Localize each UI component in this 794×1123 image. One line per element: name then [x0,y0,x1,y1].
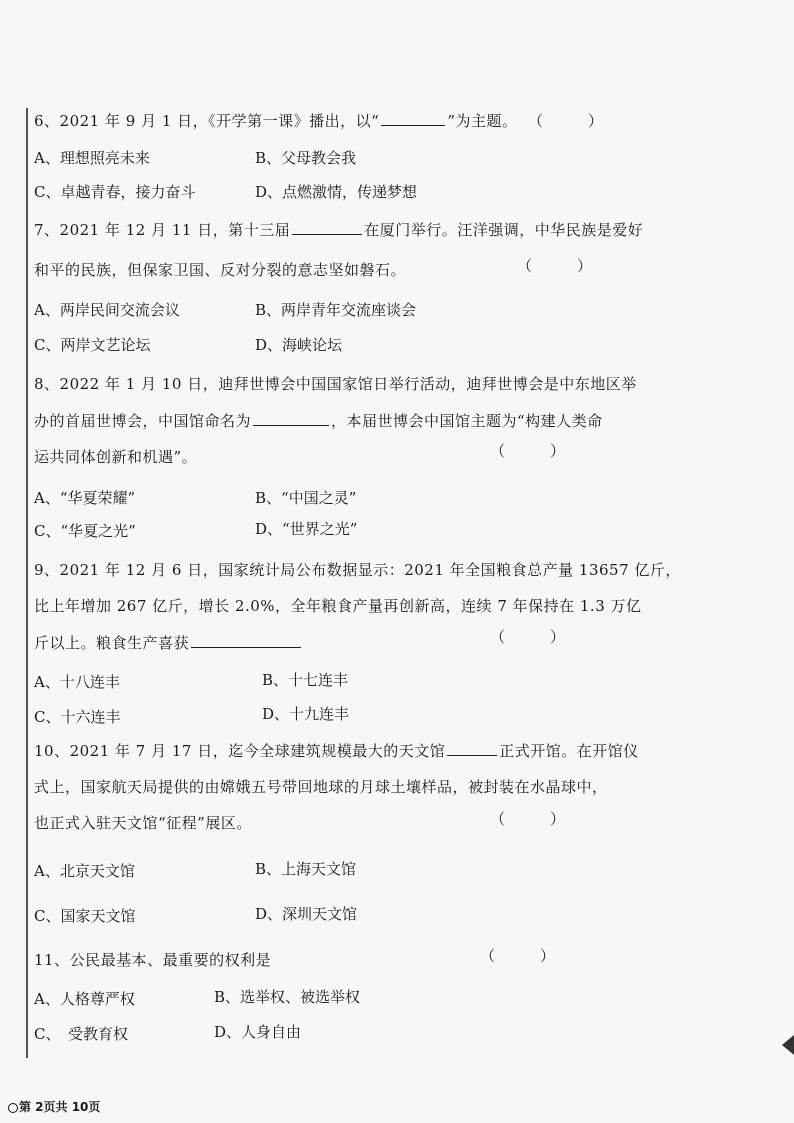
option-d: D、海峡论坛 [255,336,343,354]
question-10-stem-line2: 式上，国家航天局提供的由嫦娥五号带回地球的月球土壤样品，被封装在水晶球中， [34,778,608,796]
answer-blank [381,111,445,126]
question-8-stem: 8、2022 年 1 月 10 日，迪拜世博会中国国家馆日举行活动，迪拜世博会是中东地区举 [34,375,637,393]
answer-parentheses: （ ） [490,628,566,646]
question-8-stem-line2: 办的首届世博会，中国馆命名为 ，本届世博会中国馆主题为“构建人类命 [34,412,603,430]
option-c: C、国家天文馆 [34,907,136,925]
option-d: D、人身自由 [214,1023,302,1041]
option-c: C、“华夏之光” [34,522,136,540]
page-edge-marker-icon [782,1035,794,1055]
option-a: A、理想照亮未来 [34,149,150,167]
option-a: A、北京天文馆 [34,862,135,880]
answer-blank [191,633,301,648]
answer-parentheses: （ ） [490,442,566,460]
option-b: B、上海天文馆 [255,860,357,878]
question-9-stem: 9、2021 年 12 月 6 日，国家统计局公布数据显示：2021 年全国粮食总产量 13657 亿斤， [34,561,681,579]
question-10-stem-line3: 也正式入驻天文馆“征程”展区。 [34,814,252,832]
answer-blank [292,220,362,235]
question-11-stem: 11、公民最基本、最重要的权利是 [34,951,272,969]
answer-parentheses: （ ） [480,947,556,965]
question-8-stem-line3: 运共同体创新和机遇”。 [34,448,198,466]
question-7-stem: 7、2021 年 12 月 11 日，第十三届 在厦门举行。汪洋强调，中华民族是爱好 [34,221,644,239]
question-10-stem: 10、2021 年 7 月 17 日，迄今全球建筑规模最大的天文馆 正式开馆。在开馆仪 [34,742,639,760]
option-c: C、卓越青春，接力奋斗 [34,183,196,201]
answer-blank [253,411,329,426]
option-d: D、“世界之光” [255,520,358,538]
page-number: 第 2页共 10页 [19,1100,101,1114]
option-b: B、选举权、被选举权 [214,988,361,1006]
margin-rule [26,108,28,1058]
option-b: B、十七连丰 [262,671,349,689]
option-d: D、十九连丰 [262,705,350,723]
answer-parentheses: （ ） [528,112,604,130]
option-b: B、父母教会我 [255,149,357,167]
question-9-stem-line3: 斤以上。粮食生产喜获 [34,632,303,653]
option-c: C、 受教育权 [34,1025,128,1043]
option-c: C、十六连丰 [34,708,121,726]
option-a: A、两岸民间交流会议 [34,301,180,319]
answer-parentheses: （ ） [517,257,593,275]
question-9-stem-line2: 比上年增加 267 亿斤，增长 2.0%，全年粮食产量再创新高，连续 7 年保持在 1.3 万亿 [34,597,642,615]
question-7-stem-line2: 和平的民族，但保家卫国、反对分裂的意志坚如磐石。 [34,261,407,279]
option-c: C、两岸文艺论坛 [34,336,151,354]
answer-blank [447,741,497,756]
circle-bullet-icon [8,1103,18,1113]
option-d: D、深圳天文馆 [255,905,358,923]
option-a: A、“华夏荣耀” [34,489,136,507]
option-a: A、十八连丰 [34,673,120,691]
page-footer [8,1098,100,1115]
option-a: A、人格尊严权 [34,990,135,1008]
option-b: B、“中国之灵” [255,489,357,507]
option-b: B、两岸青年交流座谈会 [255,301,417,319]
option-d: D、点燃激情，传递梦想 [255,183,418,201]
answer-parentheses: （ ） [490,810,566,828]
question-6-stem: 6、2021 年 9 月 1 日，《开学第一课》播出，以“ ”为主题。 [34,112,518,130]
